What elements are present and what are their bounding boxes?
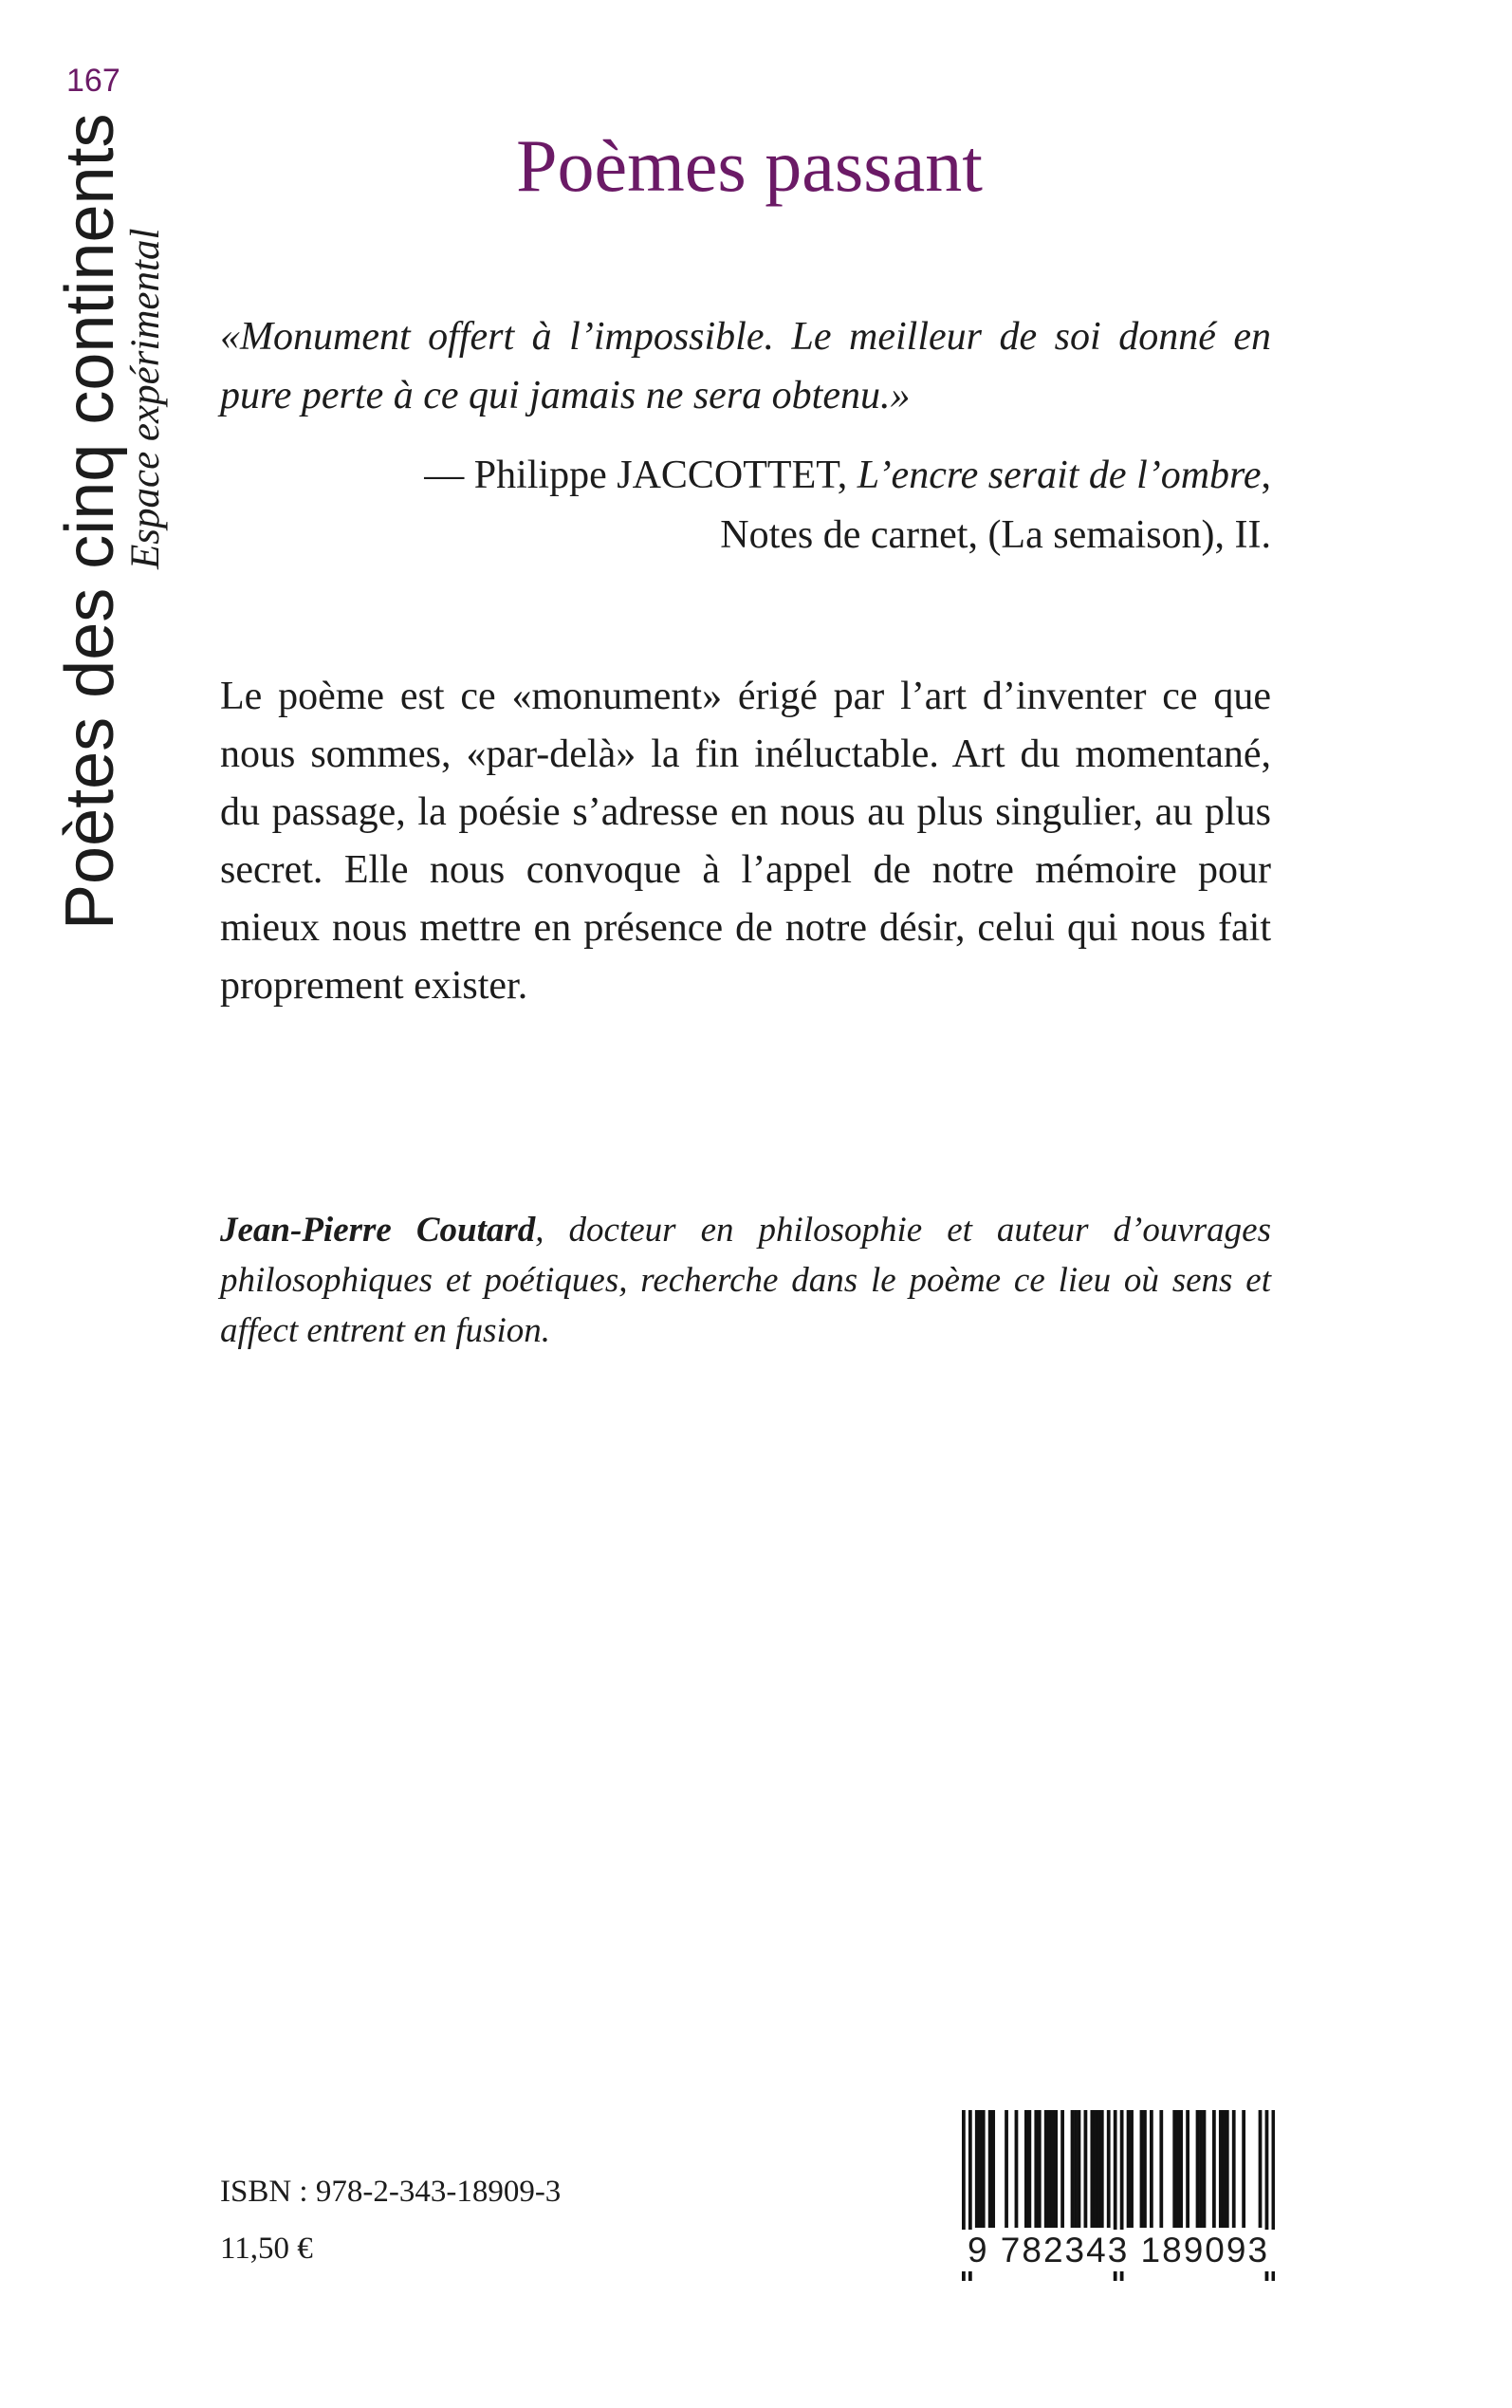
barcode-bar	[1027, 2110, 1031, 2228]
series-number: 167	[66, 63, 120, 99]
barcode-bar	[1078, 2110, 1081, 2228]
barcode-bar	[1127, 2110, 1131, 2228]
barcode-bar	[1047, 2110, 1051, 2228]
barcode-bar	[1090, 2110, 1094, 2228]
barcode-bar	[1034, 2110, 1038, 2228]
attribution-work: L’encre serait de l’ombre	[857, 454, 1262, 497]
barcode-bar	[1038, 2110, 1042, 2228]
isbn: ISBN : 978-2-343-18909-3	[220, 2175, 562, 2209]
book-title: Poèmes passant	[516, 124, 983, 207]
barcode-bar	[1140, 2110, 1144, 2228]
barcode-bar	[1232, 2110, 1236, 2228]
barcode-bar	[1179, 2110, 1183, 2228]
barcode-bar	[1051, 2110, 1055, 2228]
series-subtitle: Espace expérimental	[123, 228, 168, 569]
barcode-bar	[1107, 2110, 1111, 2228]
barcode-bar	[1176, 2110, 1180, 2228]
barcode-bar	[1150, 2110, 1153, 2228]
barcode-bar	[1015, 2110, 1019, 2228]
epigraph-quote: «Monument offert à l’impossible. Le meilleur de soi donné en pure perte à ce qui jamais ne sera obtenu.»	[220, 315, 1271, 417]
attribution-source: Notes de carnet, (La semaison), II.	[720, 513, 1271, 557]
barcode-bar	[982, 2110, 986, 2228]
barcode-bar	[1219, 2110, 1223, 2228]
barcode-bar	[1130, 2110, 1134, 2228]
barcode-bar	[1172, 2110, 1176, 2228]
barcode-bar	[1203, 2110, 1207, 2228]
barcode-digits: 9 782343 189093	[962, 2230, 1275, 2271]
barcode-bar	[1226, 2110, 1229, 2228]
barcode-bar	[1097, 2110, 1100, 2228]
barcode-bar	[978, 2110, 982, 2228]
barcode-bar	[991, 2110, 995, 2228]
attribution-comma: ,	[1261, 454, 1271, 497]
series-title: Poètes des cinq continents	[52, 113, 128, 930]
barcode-bar	[1054, 2110, 1058, 2228]
barcode-bar	[1071, 2110, 1075, 2228]
epigraph-attribution	[220, 446, 1271, 565]
barcode-bar	[975, 2110, 979, 2228]
barcode-bar	[1100, 2110, 1104, 2228]
barcode-bar	[1222, 2110, 1226, 2228]
barcode-bar	[1196, 2110, 1200, 2228]
author-bio	[220, 1205, 1271, 1356]
author-name: Jean-Pierre Coutard	[220, 1211, 536, 1250]
barcode-bar	[1084, 2110, 1088, 2228]
barcode-bar	[1259, 2110, 1263, 2228]
barcode-bar	[1060, 2110, 1064, 2228]
barcode-bar	[1186, 2110, 1189, 2228]
author-description: , docteur en philosophie et auteur d’ouvrages philosophiques et poétiques, recherche dans le poème ce lieu où sens et affect entrent en fusion.	[220, 1211, 1272, 1350]
barcode-bar	[1199, 2110, 1203, 2228]
barcode-bar	[988, 2110, 992, 2228]
barcode-bar	[1159, 2110, 1163, 2228]
barcode-bar	[1094, 2110, 1097, 2228]
barcode-bar	[1044, 2110, 1048, 2228]
barcode-bar	[1074, 2110, 1078, 2228]
price: 11,50 €	[220, 2232, 313, 2266]
barcode-bar	[1212, 2110, 1216, 2228]
barcode-bar	[1005, 2110, 1008, 2228]
attribution-author: — Philippe JACCOTTET,	[424, 454, 848, 497]
barcode-bar	[1143, 2110, 1147, 2228]
summary-paragraph: Le poème est ce «monument» érigé par l’art d’inventer ce que nous sommes, «par-delà» la fin inéluctable. Art du momentané, du passage, la poésie s’adresse en nous au plus singulier, au plus secret. Elle nous convoque à l’appel de notre mémoire pour mieux nous mettre en présence de notre désir, celui qui nous fait proprement exister.	[220, 675, 1271, 1008]
barcode-bar	[1024, 2110, 1028, 2228]
barcode-bar	[1242, 2110, 1245, 2228]
